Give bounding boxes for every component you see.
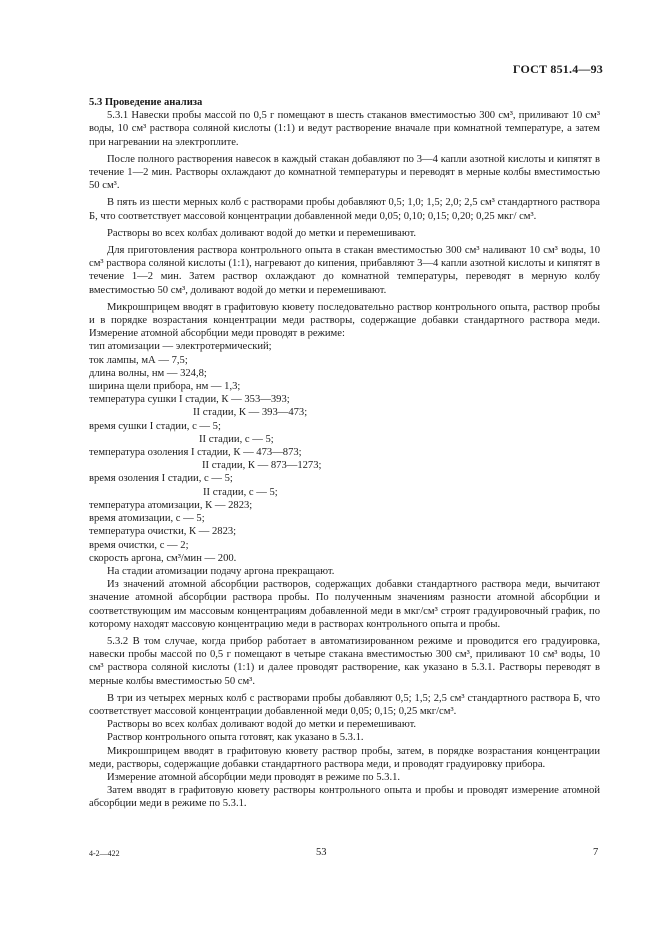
paragraph-values: Из значений атомной абсорбции растворов, содержащих добавки стандартного раствора меди, вычитают значение атомной абсорбции раствора пробы. По полученным значениям разности атомной абсорбции и соответствующим им массовым концентрациям добавленной меди в мкг/см³ строят градуировочный график, по которому находят массовую концентрацию меди в растворах контрольного опыта и пробы. [89,579,600,630]
mode-item: время атомизации, с — 5; [89,513,205,525]
standard-code: ГОСТ 851.4—93 [512,62,603,76]
paragraph-fill-2: Растворы во всех колбах доливают водой до метки и перемешивают. [107,719,417,731]
document-body [89,96,600,811]
mode-item: время озоления I стадии, с — 5; [89,473,233,485]
paragraph-five-flasks: В пять из шести мерных колб с растворами пробы добавляют 0,5; 1,0; 1,5; 2,0; 2,5 см³ стандартного раствора Б, что соответствует массовой концентрации добавленной меди 0,05; 0,10; 0,15; 0,20; 0,25 мкг/ см³. [89,197,600,222]
print-code: 4-2—422 [89,849,120,858]
paragraph-then: Затем вводят в графитовую кювету растворы контрольного опыта и пробы и проводят измерение атомной абсорбции меди в режиме по 5.3.1. [89,785,600,810]
mode-item: II стадии, К — 873—1273; [202,460,322,472]
paragraph-dissolve: После полного растворения навесок в каждый стакан добавляют по 3—4 капли азотной кислоты и кипятят в течение 1—2 мин. Растворы охлаждают до комнатной температуры и переводят в мерные колбы вместимостью 50 см³. [89,153,600,192]
paragraph-fill: Растворы во всех колбах доливают водой до метки и перемешивают. [107,227,417,239]
mode-item: скорость аргона, см³/мин — 200. [89,552,237,564]
section-title: 5.3 Проведение анализа [89,97,203,108]
sheet-number: 7 [593,847,599,858]
paragraph-control-2: Раствор контрольного опыта готовят, как указано в 5.3.1. [107,732,364,744]
paragraph-control: Для приготовления раствора контрольного опыта в стакан вместимостью 300 см³ наливают 10 см³ воды, 10 см³ раствора соляной кислоты (1:1), нагревают до кипения, прибавляют 3—4 капли азотной кислоты и кипятят в течение 1—2 мин. Затем раствор охлаждают до комнатной температуры, переводят в мерную колбу вместимостью 50 см³, доливают водой до метки и перемешивают. [89,245,600,296]
paragraph-5-3-2: 5.3.2 В том случае, когда прибор работает в автоматизированном режиме и проводится его градуировка, навески пробы массой по 0,5 г помещают в четыре стакана вместимостью 300 см³, приливают 10 см³ воды, 10 см³ раствора соляной кислоты (1:1) и далее проводят растворение, как указано в 5.3.1. Растворы переводят в мерные колбы вместимостью 50 см³. [89,635,600,687]
paragraph-measure: Измерение атомной абсорбции меди проводят в режиме по 5.3.1. [107,771,401,783]
mode-item: время сушки I стадии, с — 5; [89,420,221,432]
mode-item: II стадии, с — 5; [203,486,278,498]
mode-item: ширина щели прибора, нм — 1,3; [89,381,241,393]
paragraph-microsyringe: Микрошприцем вводят в графитовую кювету последовательно раствор контрольного опыта, раствор пробы и в порядке возрастания концентрации меди растворы, содержащие добавки стандартного раствора меди. Измерение атомной абсорбции меди проводят в режиме: [89,301,600,340]
paragraph-microsyringe-2: Микрошприцем вводят в графитовую кювету раствор пробы, затем, в порядке возрастания концентрации меди, растворы, содержащие добавки стандартного раствора меди, и проводят градуировку прибора. [89,745,600,770]
mode-item: тип атомизации — электротермический; [89,341,272,353]
mode-item: ток лампы, мА — 7,5; [89,354,188,366]
mode-item: температура атомизации, К — 2823; [89,499,253,511]
paragraph-three-flasks: В три из четырех мерных колб с растворами пробы добавляют 0,5; 1,5; 2,5 см³ стандартного раствора Б, что соответствует массовой концентрации добавленной меди 0,05; 0,15; 0,25 мкг/см³. [89,692,600,717]
mode-list [89,340,600,564]
mode-item: время очистки, с — 2; [89,539,189,551]
mode-item: температура сушки I стадии, К — 353—393; [89,394,290,406]
mode-item: II стадии, К — 393—473; [193,407,308,419]
mode-item: II стадии, с — 5; [199,433,274,445]
mode-item: длина волны, нм — 324,8; [89,367,207,379]
paragraph-argon: На стадии атомизации подачу аргона прекращают. [107,565,335,577]
mode-item: температура озоления I стадии, К — 473—873; [89,447,302,459]
page-number: 53 [316,847,327,858]
paragraph-5-3-1: 5.3.1 Навески пробы массой по 0,5 г помещают в шесть стаканов вместимостью 300 см³, приливают 10 см³ воды, 10 см³ раствора соляной кислоты (1:1) и ведут растворение вначале при комнатной температуре, а затем при нагревании на электроплите. [89,110,600,148]
mode-item: температура очистки, К — 2823; [89,526,237,538]
